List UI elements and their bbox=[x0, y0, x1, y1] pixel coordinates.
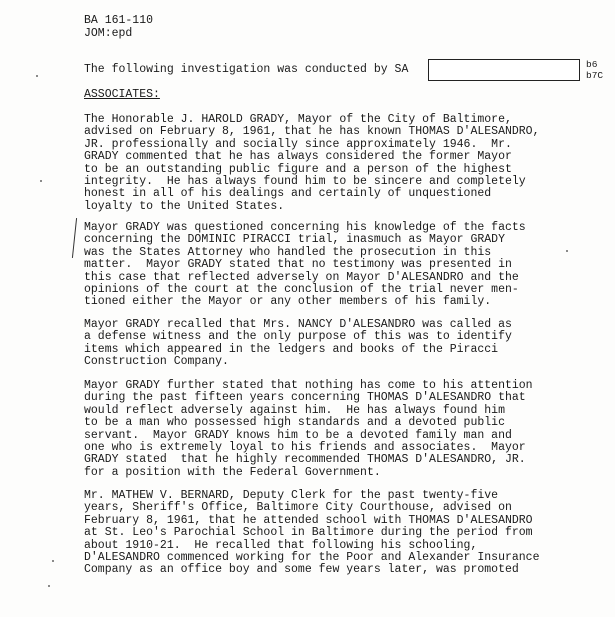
paragraph-line: February 8, 1961, that he attended school with THOMAS D'ALESANDRO bbox=[84, 513, 533, 527]
exemption-code: b7C bbox=[586, 70, 604, 81]
paragraph-line: D'ALESANDRO commenced working for the Poor and Alexander Insurance bbox=[84, 551, 540, 565]
paragraph-line: to be a man who possessed high standards and a devoted public bbox=[84, 416, 505, 430]
paragraph-line: JR. professionally and socially since approximately 1946. Mr. bbox=[84, 137, 512, 151]
paragraph-line: integrity. He has always found him to be sincere and completely bbox=[84, 175, 526, 189]
paragraph bbox=[84, 380, 574, 479]
paragraph-line: at St. Leo's Parochial School in Baltimore during the period from bbox=[84, 526, 533, 540]
paragraph-line: Mr. MATHEW V. BERNARD, Deputy Clerk for the past twenty-five bbox=[84, 489, 499, 502]
file-header bbox=[84, 14, 153, 40]
margin-mark bbox=[72, 218, 77, 258]
paragraph-line: Construction Company. bbox=[84, 355, 229, 369]
paragraph-line: opinions of the court at the conclusion of the trial never men- bbox=[84, 283, 519, 297]
scan-speck bbox=[52, 560, 54, 562]
scan-speck bbox=[36, 75, 38, 77]
paragraph bbox=[84, 114, 574, 213]
paragraph-line: Mayor GRADY recalled that Mrs. NANCY D'ALESANDRO was called as bbox=[84, 318, 512, 331]
paragraph-line: one who is extremely loyal to his friends and associates. Mayor bbox=[84, 441, 526, 455]
paragraph-line: matter. Mayor GRADY stated that no testimony was presented in bbox=[84, 258, 512, 272]
paragraph-line: about 1910-21. He recalled that following his schooling, bbox=[84, 538, 478, 552]
paragraph-line: was the States Attorney who handled the prosecution in this bbox=[84, 245, 492, 259]
paragraph-line: Company as an office boy and some few years later, was promoted bbox=[84, 563, 519, 577]
paragraph-line: Mayor GRADY was questioned concerning his knowledge of the facts bbox=[84, 221, 526, 234]
paragraph bbox=[84, 490, 574, 577]
exemption-code: b6 bbox=[586, 59, 598, 70]
paragraph-line: Mayor GRADY further stated that nothing has come to his attention bbox=[84, 379, 533, 392]
paragraph-line: servant. Mayor GRADY knows him to be a devoted family man and bbox=[84, 428, 512, 442]
scan-speck bbox=[48, 585, 50, 587]
paragraph-line: would reflect adversely against him. He has always found him bbox=[84, 403, 505, 417]
paragraph-line: this case that reflected adversely on Mayor D'ALESANDRO and the bbox=[84, 270, 519, 284]
redaction-box bbox=[428, 59, 580, 81]
paragraph-line: during the past fifteen years concerning THOMAS D'ALESANDRO that bbox=[84, 391, 526, 405]
paragraph-line: for a position with the Federal Government. bbox=[84, 465, 381, 479]
paragraph-line: concerning the DOMINIC PIRACCI trial, inasmuch as Mayor GRADY bbox=[84, 233, 505, 247]
scan-speck bbox=[40, 180, 42, 182]
paragraph-line: GRADY commented that he has always considered the former Mayor bbox=[84, 150, 512, 164]
file-number: BA 161-110 bbox=[84, 14, 154, 27]
paragraph bbox=[84, 222, 574, 309]
intro-line: The following investigation was conducted by SA bbox=[84, 63, 409, 76]
paragraph-line: items which appeared in the ledgers and books of the Piracci bbox=[84, 342, 499, 356]
paragraph-line: advised on February 8, 1961, that he has known THOMAS D'ALESANDRO, bbox=[84, 125, 540, 139]
paragraph-line: loyalty to the United States. bbox=[84, 199, 285, 213]
exemption-codes bbox=[586, 59, 603, 81]
paragraph-line: tioned either the Mayor or any other members of his family. bbox=[84, 295, 492, 309]
typist-initials: JOM:epd bbox=[84, 27, 133, 40]
paragraph-line: honest in all of his dealings and certainly of unquestioned bbox=[84, 187, 492, 201]
paragraph-line: to be an outstanding public figure and a person of the highest bbox=[84, 162, 512, 176]
scan-speck bbox=[566, 250, 568, 252]
paragraph bbox=[84, 319, 574, 369]
paragraph-line: GRADY stated that he highly recommended THOMAS D'ALESANDRO, JR. bbox=[84, 453, 526, 467]
paragraph-line: a defense witness and the only purpose of this was to identify bbox=[84, 330, 512, 344]
paragraph-line: years, Sheriff's Office, Baltimore City Courthouse, advised on bbox=[84, 501, 512, 515]
section-title: ASSOCIATES: bbox=[84, 88, 160, 101]
paragraph-line: The Honorable J. HAROLD GRADY, Mayor of the City of Baltimore, bbox=[84, 113, 512, 126]
